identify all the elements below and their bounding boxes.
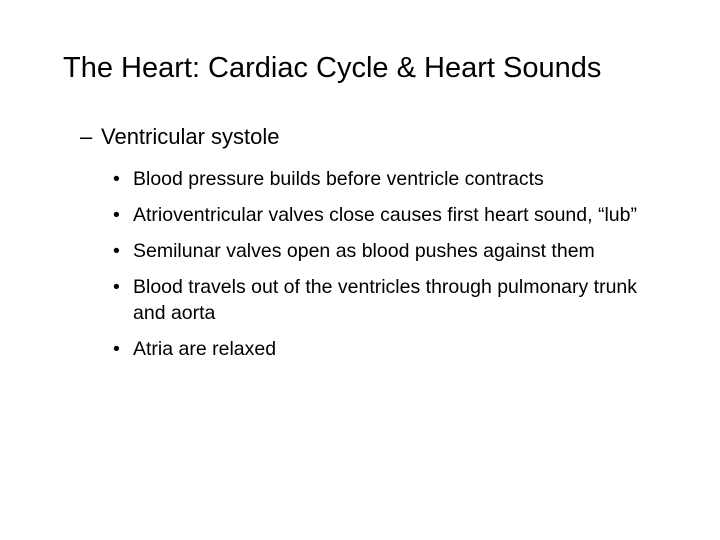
list-item — [113, 336, 713, 362]
list-item — [113, 202, 713, 228]
subheading — [80, 122, 280, 152]
slide-title: The Heart: Cardiac Cycle & Heart Sounds — [63, 52, 602, 84]
list-item — [113, 166, 713, 192]
bullet-text: Blood travels out of the ventricles through pulmonary trunk and aorta — [133, 276, 638, 324]
bullet-text: Semilunar valves open as blood pushes against them — [133, 240, 595, 262]
bullet-icon: • — [113, 338, 120, 360]
bullet-icon: • — [113, 204, 120, 226]
subheading-text: Ventricular systole — [101, 124, 280, 149]
bullet-text: Atrioventricular valves close causes first heart sound, “lub” — [133, 204, 637, 226]
list-item — [113, 274, 673, 326]
bullet-icon: • — [113, 276, 120, 298]
bullet-icon: • — [113, 168, 120, 190]
dash-marker: – — [80, 124, 93, 149]
bullet-icon: • — [113, 240, 120, 262]
bullet-text: Atria are relaxed — [133, 338, 277, 360]
bullet-text: Blood pressure builds before ventricle contracts — [133, 168, 544, 190]
list-item — [113, 238, 713, 264]
bullet-list — [113, 166, 713, 372]
